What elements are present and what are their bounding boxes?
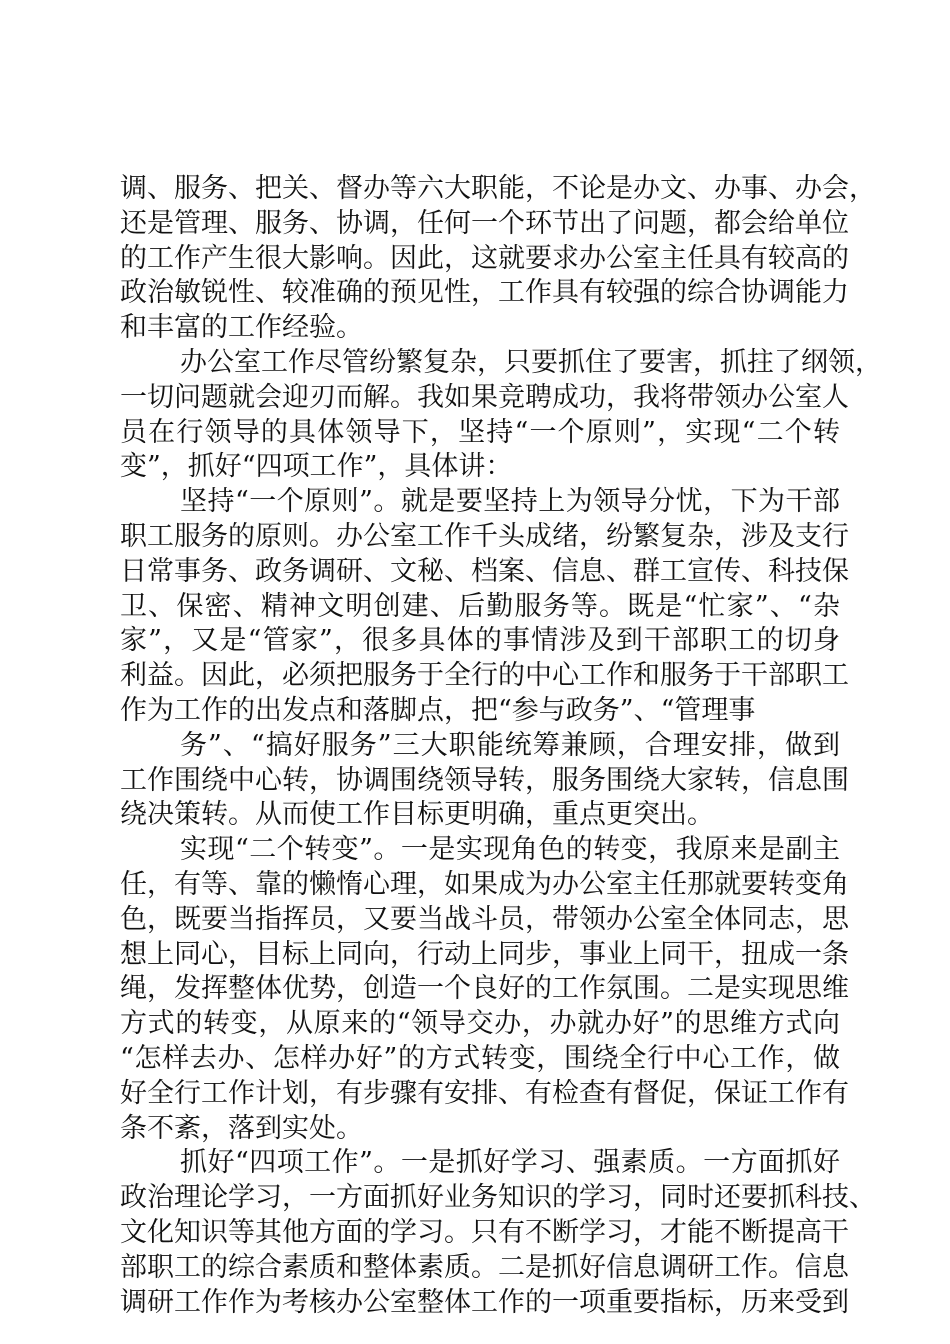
text-line: 绕决策转。从而使工作目标更明确，重点更突出。: [120, 799, 714, 831]
text-line: 职工服务的原则。办公室工作千头成绪，纷繁复杂，涉及支行: [120, 520, 849, 552]
text-line: 文化知识等其他方面的学习。只有不断学习，才能不断提高干: [120, 1216, 849, 1248]
text-line: 色，既要当指挥员，又要当战斗员，带领办公室全体同志，思: [120, 903, 849, 935]
text-line: 政治敏锐性、较准确的预见性，工作具有较强的综合协调能力: [120, 277, 849, 309]
text-line: 条不紊，落到实处。: [120, 1112, 363, 1144]
text-line: 还是管理、服务、协调，任何一个环节出了问题，都会给单位: [120, 207, 849, 239]
text-line: 调研工作作为考核办公室整体工作的一项重要指标，历来受到: [120, 1286, 849, 1318]
text-line: 员在行领导的具体领导下，坚持“一个原则”，实现“二个转: [120, 416, 840, 448]
text-line: 卫、保密、精神文明创建、后勤服务等。既是“忙家”、“杂: [120, 590, 840, 622]
document-body: [120, 172, 882, 1320]
paragraph-first-line: 坚持“一个原则”。就是要坚持上为领导分忧，下为干部: [180, 486, 840, 518]
text-line: 好全行工作计划，有步骤有安排、有检查有督促，保证工作有: [120, 1077, 849, 1109]
paragraph-first-line: 务”、“搞好服务”三大职能统筹兼顾，合理安排，做到: [180, 729, 840, 761]
text-line: 和丰富的工作经验。: [120, 312, 363, 344]
text-line: 的工作产生很大影响。因此，这就要求办公室主任具有较高的: [120, 242, 849, 274]
text-line: 利益。因此，必须把服务于全行的中心工作和服务于干部职工: [120, 660, 849, 692]
text-line: 绳，发挥整体优势，创造一个良好的工作氛围。二是实现思维: [120, 973, 849, 1005]
text-line: 变”，抓好“四项工作”，具体讲：: [120, 451, 513, 483]
text-line: 调、服务、把关、督办等六大职能，不论是办文、办事、办会，: [120, 173, 876, 204]
paragraph-first-line: 办公室工作尽管纷繁复杂，只要抓住了要害，抓拄了纲领，: [180, 346, 882, 378]
text-line: 方式的转变，从原来的“领导交办，办就办好”的思维方式向: [120, 1008, 840, 1040]
text-line: 政治理论学习，一方面抓好业务知识的学习，同时还要抓科技、: [120, 1182, 876, 1214]
paragraph-first-line: 抓好“四项工作”。一是抓好学习、强素质。一方面抓好: [180, 1147, 840, 1179]
text-line: 部职工的综合素质和整体素质。二是抓好信息调研工作。信息: [120, 1251, 849, 1283]
text-line: 任，有等、靠的懒惰心理，如果成为办公室主任那就要转变角: [120, 868, 849, 900]
paragraph-first-line: 实现“二个转变”。一是实现角色的转变，我原来是副主: [180, 834, 840, 866]
text-line: 想上同心，目标上同向，行动上同步，事业上同干，扭成一条: [120, 938, 849, 970]
text-line: 一切问题就会迎刃而解。我如果竞聘成功，我将带领办公室人: [120, 381, 849, 413]
text-line: 作为工作的出发点和落脚点，把“参与政务”、“管理事: [120, 694, 756, 726]
text-line: 日常事务、政务调研、文秘、档案、信息、群工宣传、科技保: [120, 555, 849, 587]
text-line: 工作围绕中心转，协调围绕领导转，服务围绕大家转，信息围: [120, 764, 849, 796]
text-line: “怎样去办、怎样办好”的方式转变，围绕全行中心工作，做: [120, 1042, 840, 1074]
text-line: 家”，又是“管家”，很多具体的事情涉及到干部职工的切身: [120, 625, 840, 657]
